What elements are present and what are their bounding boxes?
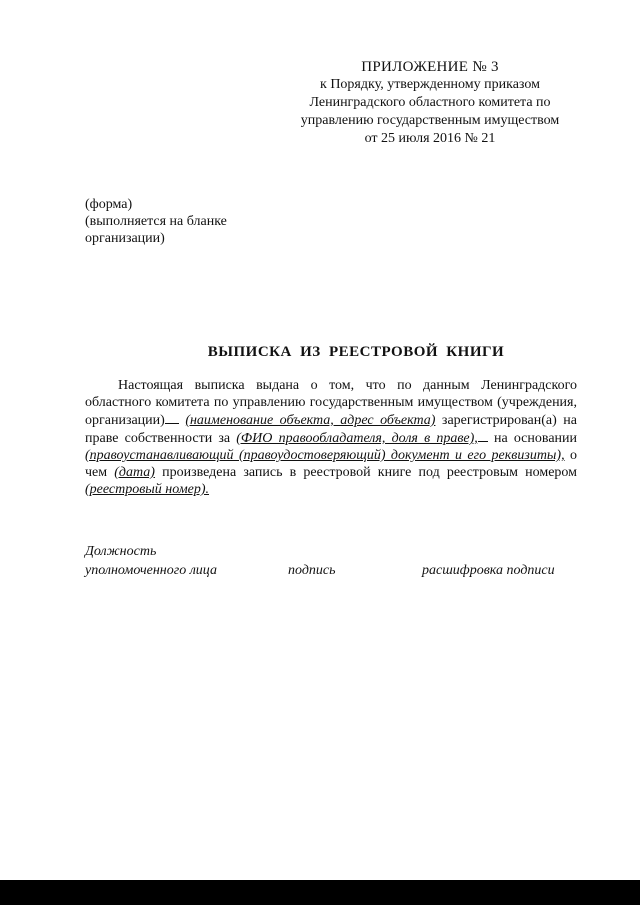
form-note xyxy=(85,196,227,247)
blank-line xyxy=(165,411,179,424)
placeholder-registry-number: (реестровый номер). xyxy=(85,482,210,497)
appendix-line: управлению государственным имуществом xyxy=(300,113,560,128)
signature-label: подпись xyxy=(288,563,336,578)
placeholder-document: (правоустанавливающий (правоудостоверяющий) документ и его реквизиты), xyxy=(85,448,565,463)
position-label-2: уполномоченного лица xyxy=(85,563,217,578)
position-label: Должность xyxy=(85,544,157,559)
appendix-title: ПРИЛОЖЕНИЕ № 3 xyxy=(361,59,499,75)
appendix-line: к Порядку, утвержденному приказом xyxy=(320,77,540,92)
placeholder-object: (наименование объекта, адрес объекта) xyxy=(185,413,436,428)
appendix-line: Ленинградского областного комитета по xyxy=(309,95,551,110)
form-note-line: (выполняется на бланке xyxy=(85,214,227,229)
placeholder-date: (дата) xyxy=(114,465,155,480)
document-body xyxy=(85,377,577,498)
appendix-date: от 25 июля 2016 № 21 xyxy=(364,131,496,146)
body-text: произведена запись в реестровой книге под реестровым номером xyxy=(162,465,578,480)
blank-line xyxy=(478,429,488,442)
form-note-line: (форма) xyxy=(85,197,133,212)
transcript-label: расшифровка подписи xyxy=(422,563,555,578)
document-title: ВЫПИСКА ИЗ РЕЕСТРОВОЙ КНИГИ xyxy=(207,344,505,360)
form-note-line: организации) xyxy=(85,231,165,246)
body-text: о чем xyxy=(85,448,577,480)
placeholder-owner: (ФИО правообладателя, доля в праве), xyxy=(236,431,478,446)
body-text: на основании xyxy=(493,431,578,446)
scan-edge-bar xyxy=(0,880,640,905)
appendix-header xyxy=(280,58,580,148)
body-text: зарегистрирован(а) на праве собственности за xyxy=(85,413,577,446)
body-text: Настоящая выписка выдана о том, что по данным Ленинградского областного комитета по управлению государственным имуществом (учреждения, организации) xyxy=(85,378,577,428)
